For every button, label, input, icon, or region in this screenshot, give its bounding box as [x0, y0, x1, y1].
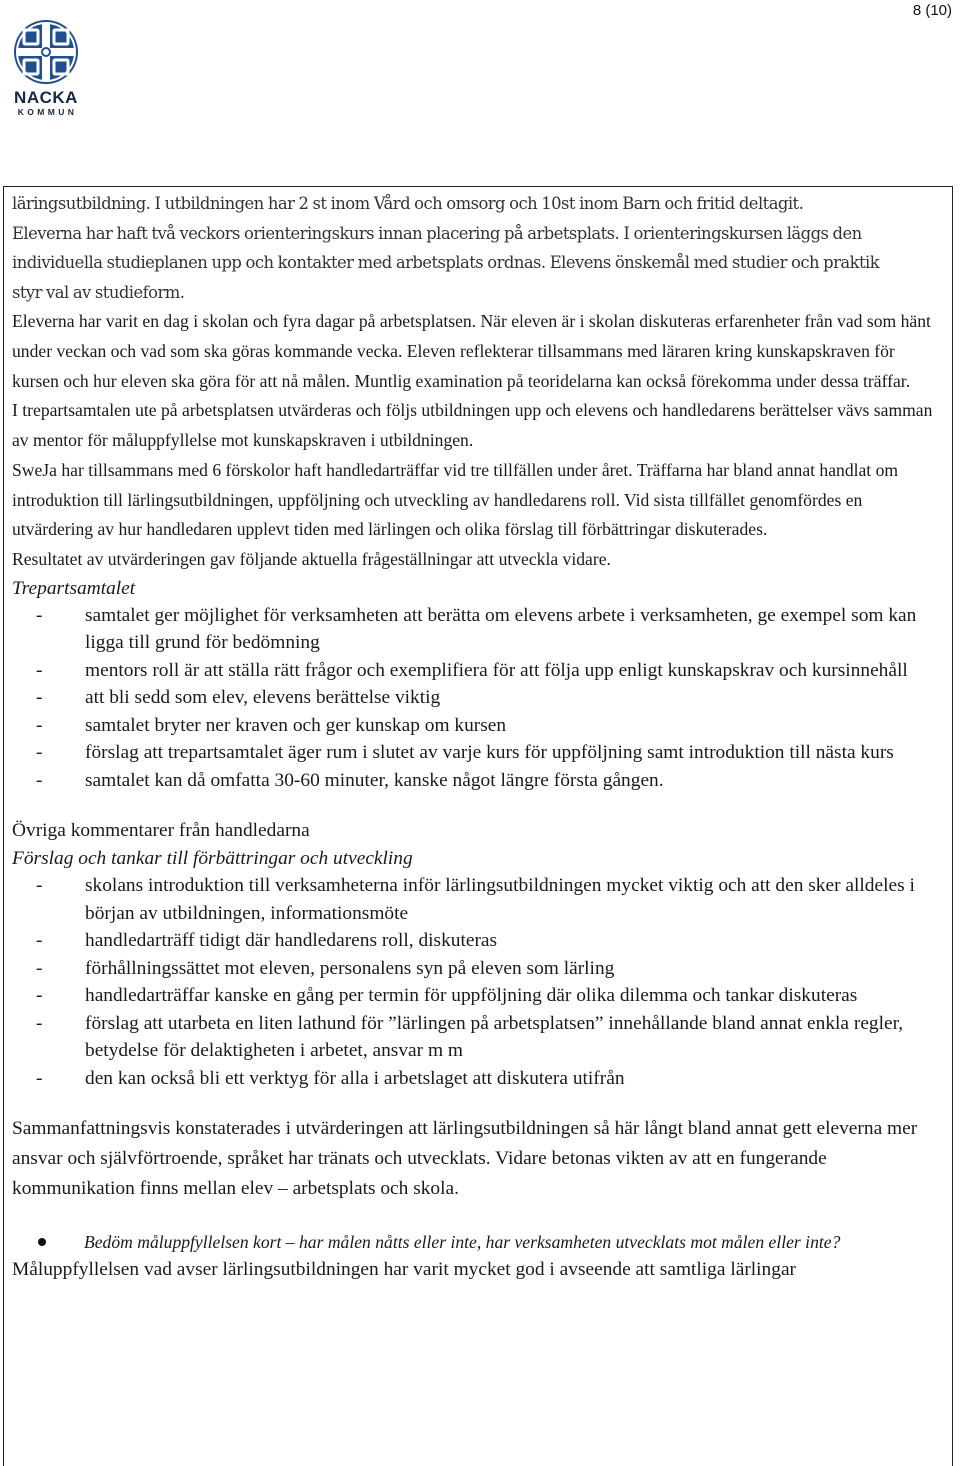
ovriga-heading: Övriga kommentarer från handledarna — [12, 820, 310, 842]
question-bullet — [12, 1229, 942, 1256]
list-item: - samtalet bryter ner kraven och ger kunskap om kursen — [12, 712, 942, 740]
paragraph-sweja: SweJa har tillsammans med 6 förskolor haft handledarträffar vid tre tillfällen under året. Träffarna har bland annat handlat om introduktion till lärlingsutbildningen, uppföljning och utveckling av handledarens roll. Vid sista tillfället genomfördes en utvärdering av hur handledaren upplevt tiden med lärlingen och olika förslag till förbättringar diskuterades. — [12, 459, 899, 540]
nacka-logo — [9, 18, 83, 122]
list-item: - skolans introduktion till verksamheterna inför lärlingsutbildningen mycket viktig och att den sker alldeles i början av utbildningen, informationsmöte — [12, 872, 942, 927]
logo-name: NACKA — [14, 88, 78, 107]
trepart-heading: Trepartsamtalet — [12, 577, 136, 599]
list-item: - att bli sedd som elev, elevens berättelse viktig — [12, 684, 942, 712]
list-item: - den kan också bli ett verktyg för alla i arbetslaget att diskutera utifrån — [12, 1065, 942, 1093]
bullet-dot-icon — [38, 1238, 46, 1246]
intro-line-1: läringsutbildning. I utbildningen har 2 st inom Vård och omsorg och 10st inom Barn och fritid deltagit. — [12, 194, 804, 213]
document-body — [12, 189, 942, 1284]
final-line: Måluppfyllelsen vad avser lärlingsutbildningen har varit mycket god i avseende att samtliga lärlingar — [12, 1259, 797, 1281]
nacka-emblem-icon — [9, 18, 83, 88]
ovriga-list — [12, 872, 942, 1092]
page-number: 8 (10) — [912, 2, 952, 19]
summary-paragraph: Sammanfattningsvis konstaterades i utvärderingen att lärlingsutbildningen så här långt bland annat gett eleverna mer ansvar och självförtroende, språket har tränats och utvecklats. Vidare betonas vikten av att en fungerande kommunikation finns mellan elev – arbetsplats och skola. — [12, 1118, 918, 1199]
list-item: - förslag att trepartsamtalet äger rum i slutet av varje kurs för uppföljning samt introduktion till nästa kurs — [12, 739, 942, 767]
list-item: - förhållningssättet mot eleven, personalens syn på eleven som lärling — [12, 955, 942, 983]
trepart-list — [12, 602, 942, 795]
list-item: - mentors roll är att ställa rätt frågor och exemplifiera för att följa upp enligt kunskapskrav och kursinnehåll — [12, 657, 942, 685]
paragraph-schedule: Eleverna har varit en dag i skolan och fyra dagar på arbetsplatsen. När eleven är i skolan diskuteras erfarenheter från vad som hänt under veckan och vad som ska göras kommande vecka. Eleven reflekterar tillsammans med läraren kring kunskapskraven för kursen och hur eleven ska göra för att nå målen. Muntlig examination på teoridelarna kan också förekomma under dessa träffar. — [12, 311, 931, 391]
paragraph-result: Resultatet av utvärderingen gav följande aktuella frågeställningar att utveckla vidare. — [12, 549, 611, 569]
intro-line-4: styr val av studieform. — [12, 282, 185, 302]
list-item: - handledarträffar kanske en gång per termin för uppföljning där olika dilemma och tankar diskuteras — [12, 982, 942, 1010]
ovriga-subheading: Förslag och tankar till förbättringar och utveckling — [12, 848, 413, 870]
paragraph-trepart: I trepartsamtalen ute på arbetsplatsen utvärderas och följs utbildningen upp och elevens och handledarens berättelser vävs samman av mentor för måluppfyllelse mot kunskapskraven i utbildningen. — [12, 400, 933, 451]
list-item: - förslag att utarbeta en liten lathund för ”lärlingen på arbetsplatsen” innehållande bland annat enkla regler, betydelse för delaktigheten i arbetet, ansvar m m — [12, 1010, 942, 1065]
intro-line-3: individuella studieplanen upp och kontakter med arbetsplats ordnas. Elevens önskemål med studier och praktik — [12, 253, 880, 273]
list-item: - handledarträff tidigt där handledarens roll, diskuteras — [12, 927, 942, 955]
intro-line-2: Eleverna har haft två veckors orienteringskurs innan placering på arbetsplats. I orienteringskursen läggs den — [12, 223, 862, 243]
question-text: Bedöm måluppfyllelsen kort – har målen nåtts eller inte, har verksamheten utvecklats mot målen eller inte? — [84, 1232, 841, 1253]
list-item: - samtalet kan då omfatta 30-60 minuter, kanske något längre första gången. — [12, 767, 942, 795]
logo-sub: KOMMUN — [17, 107, 78, 117]
list-item: - samtalet ger möjlighet för verksamheten att berätta om elevens arbete i verksamheten, ge exempel som kan ligga till grund för bedömning — [12, 602, 942, 657]
